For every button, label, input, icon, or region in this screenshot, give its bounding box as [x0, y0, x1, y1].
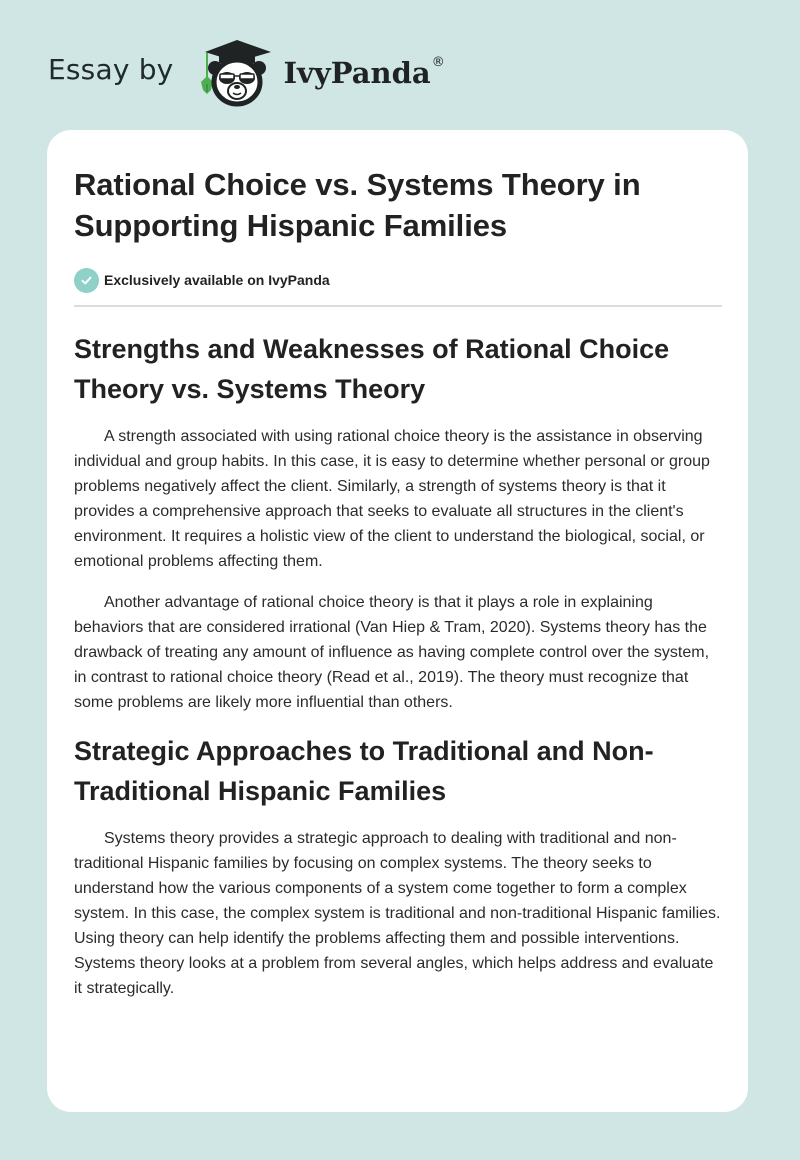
section-heading: Strengths and Weaknesses of Rational Choice Theory vs. Systems Theory: [74, 334, 670, 404]
panda-graduate-logo-icon[interactable]: [191, 34, 277, 110]
site-header: [48, 34, 445, 110]
article-card: [47, 130, 748, 1112]
brand-name[interactable]: [283, 54, 445, 90]
registered-mark: ®: [431, 54, 445, 70]
essay-by-label: Essay by: [48, 53, 174, 86]
brand-text: IvyPanda: [283, 55, 431, 90]
section-strategic-approaches: [74, 731, 722, 1001]
section-heading: Strategic Approaches to Traditional and Non-Traditional Hispanic Families: [74, 736, 654, 806]
check-circle-icon: [74, 268, 99, 293]
article-title: Rational Choice vs. Systems Theory in Supporting Hispanic Families: [74, 167, 641, 243]
divider: [74, 305, 722, 307]
section-strengths-weaknesses: [74, 329, 722, 715]
exclusive-badge: [74, 267, 722, 293]
paragraph: Another advantage of rational choice theory is that it plays a role in explaining behaviors that are considered irrational (Van Hiep & Tram, 2020). Systems theory has the drawback of treating any amount of influence as having complete control over the system, in contrast to rational choice theory (Read et al., 2019). The theory must recognize that some problems are likely more influential than others.: [74, 594, 710, 711]
paragraph: Systems theory provides a strategic approach to dealing with traditional and non-traditional Hispanic families by focusing on complex systems. The theory seeks to understand how the various components of a system come together to form a complex system. In this case, the complex system is traditional and non-traditional Hispanic families. Using theory can help identify the problems affecting them and possible interventions. Systems theory looks at a problem from several angles, which helps address and evaluate it strategically.: [74, 830, 721, 997]
paragraph: A strength associated with using rational choice theory is the assistance in observing individual and group habits. In this case, it is easy to determine whether personal or group problems negatively affect the client. Similarly, a strength of systems theory is that it provides a comprehensive approach that seeks to evaluate all structures in the client's environment. It requires a holistic view of the client to understand the biological, social, or emotional problems affecting them.: [74, 428, 710, 570]
badge-text: Exclusively available on IvyPanda: [104, 272, 330, 288]
